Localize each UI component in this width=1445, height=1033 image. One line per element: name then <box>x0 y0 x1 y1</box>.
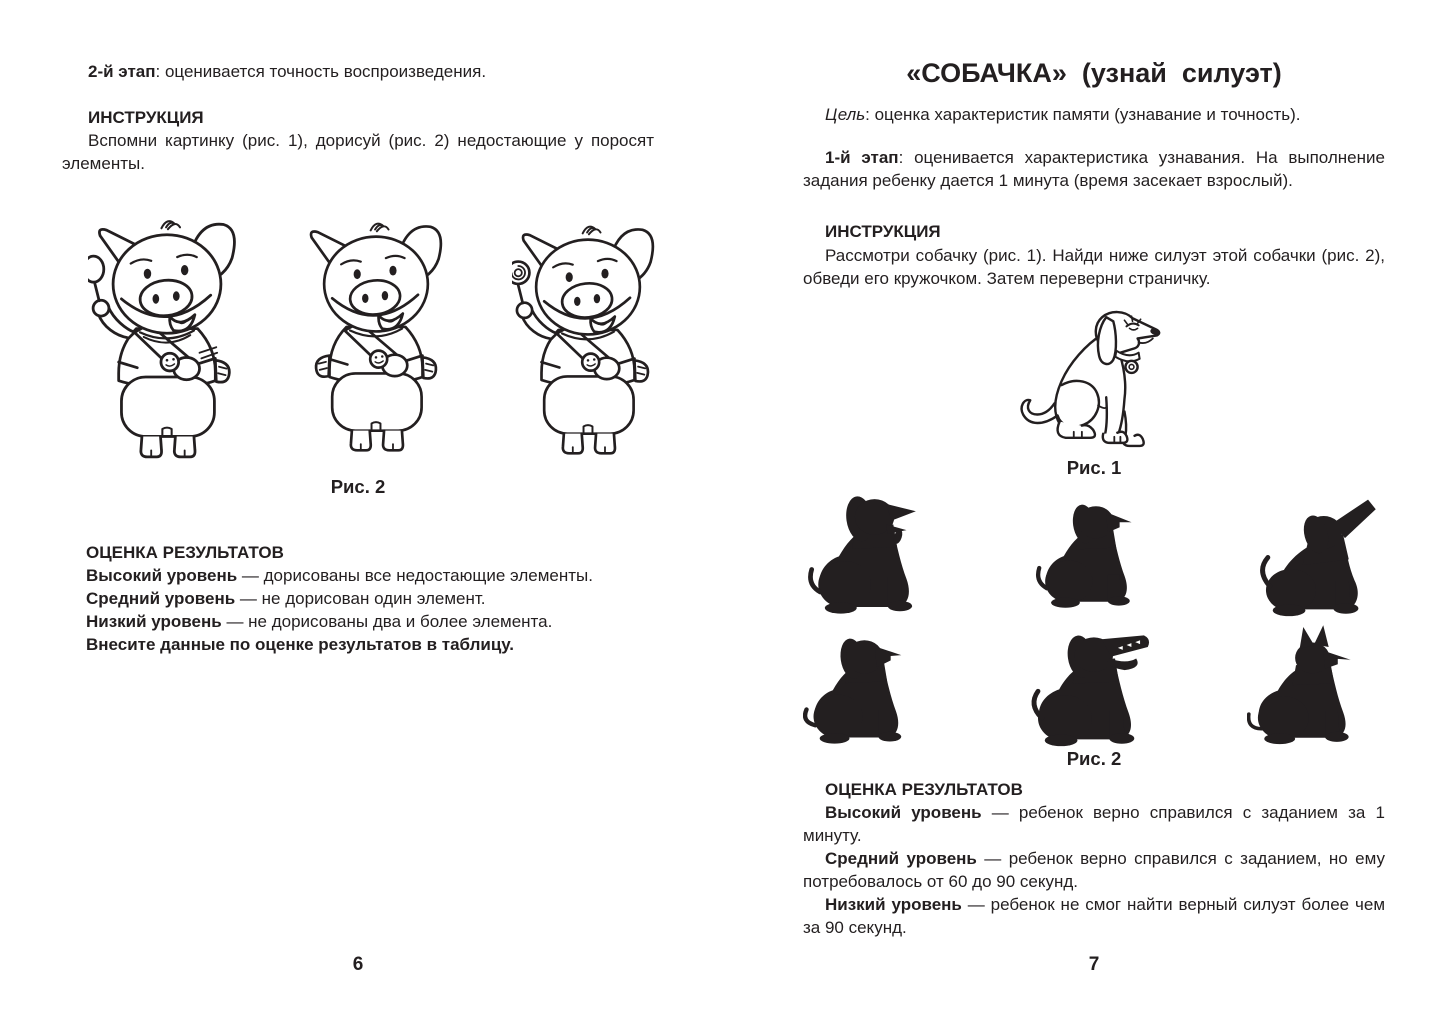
stage-label: 2-й этап <box>88 62 156 81</box>
result-line-low <box>62 610 654 633</box>
result-level-text: — не дорисован один элемент. <box>235 589 486 608</box>
instruction-paragraph: Вспомни картинку (рис. 1), дорисуй (рис. 2) недостающие у поросят элементы. <box>62 131 654 173</box>
result-level-text: — дорисованы все недостающие элементы. <box>237 566 593 585</box>
instruction-heading: ИНСТРУКЦИЯ <box>825 222 941 241</box>
result-level-text: — ребенок верно справился с заданием за 1 минуту. <box>803 803 1385 845</box>
stage-text: : оценивается характеристика узнавания. На выполнение задания ребенку дается 1 минута (время засекает взрослый). <box>803 148 1385 190</box>
pigs-figure-caption: Рис. 2 <box>330 476 386 497</box>
page-number-left: 6 <box>352 954 364 975</box>
right-page <box>803 0 1385 1033</box>
page-number-right: 7 <box>1088 954 1100 975</box>
dachshund-outline-drawing <box>1015 300 1167 452</box>
result-level-text: — ребенок верно справился с заданием, но ему потребовалось от 60 до 90 секунд. <box>803 849 1385 891</box>
pig-plain <box>300 210 452 460</box>
result-level-label: Средний уровень <box>86 589 236 608</box>
result-line-high <box>803 801 1385 847</box>
goal-paragraph <box>803 103 1385 126</box>
figure1-caption: Рис. 1 <box>1066 457 1122 478</box>
stage-paragraph <box>62 60 654 83</box>
results-heading: ОЦЕНКА РЕЗУЛЬТАТОВ <box>825 780 1023 799</box>
result-level-label: Высокий уровень <box>86 566 238 585</box>
result-level-label: Высокий уровень <box>825 803 982 822</box>
result-line-low <box>803 893 1385 939</box>
page-title: «СОБАЧКА» (узнай силуэт) <box>906 58 1282 88</box>
stage-label: 1-й этап <box>825 148 899 167</box>
dachshund-silhouette-tongue-out <box>1022 620 1158 750</box>
pig-with-round-lollipop <box>88 212 246 462</box>
stage-paragraph <box>803 146 1385 192</box>
pigs-figure <box>62 210 662 468</box>
result-level-label: Средний уровень <box>825 849 977 868</box>
result-line-mid <box>62 587 654 610</box>
dachshund-silhouette-open-mouth <box>807 488 929 620</box>
instruction-heading: ИНСТРУКЦИЯ <box>88 108 204 127</box>
left-page <box>62 0 654 1033</box>
terrier-silhouette-pointed-ears <box>1247 623 1365 750</box>
goal-label: Цель <box>825 105 866 124</box>
result-level-label: Низкий уровень <box>86 612 222 631</box>
result-level-text: — ребенок не смог найти верный силуэт более чем за 90 секунд. <box>803 895 1386 937</box>
result-level-text: — не дорисованы два и более элемента. <box>221 612 553 631</box>
results-note: Внесите данные по оценке результатов в таблицу. <box>86 635 514 654</box>
dachshund-silhouette-closed-mouth <box>1035 490 1145 618</box>
instruction-paragraph: Рассмотри собачку (рис. 1). Найди ниже силуэт этой собачки (рис. 2), обведи его кружочком. Затем переверни страничку. <box>803 246 1385 288</box>
pig-with-spiral-lollipop <box>512 214 664 462</box>
stage-text: : оценивается точность воспроизведения. <box>155 62 487 81</box>
result-line-mid <box>803 847 1385 893</box>
goal-text: : оценка характеристик памяти (узнавание и точность). <box>865 105 1301 124</box>
dachshund-silhouette-muzzle-up <box>1247 490 1387 620</box>
result-line-high <box>62 564 654 587</box>
figure2-caption: Рис. 2 <box>1066 748 1122 769</box>
dachshund-silhouette-sitting <box>803 626 917 750</box>
results-heading: ОЦЕНКА РЕЗУЛЬТАТОВ <box>86 543 284 562</box>
result-level-label: Низкий уровень <box>825 895 962 914</box>
